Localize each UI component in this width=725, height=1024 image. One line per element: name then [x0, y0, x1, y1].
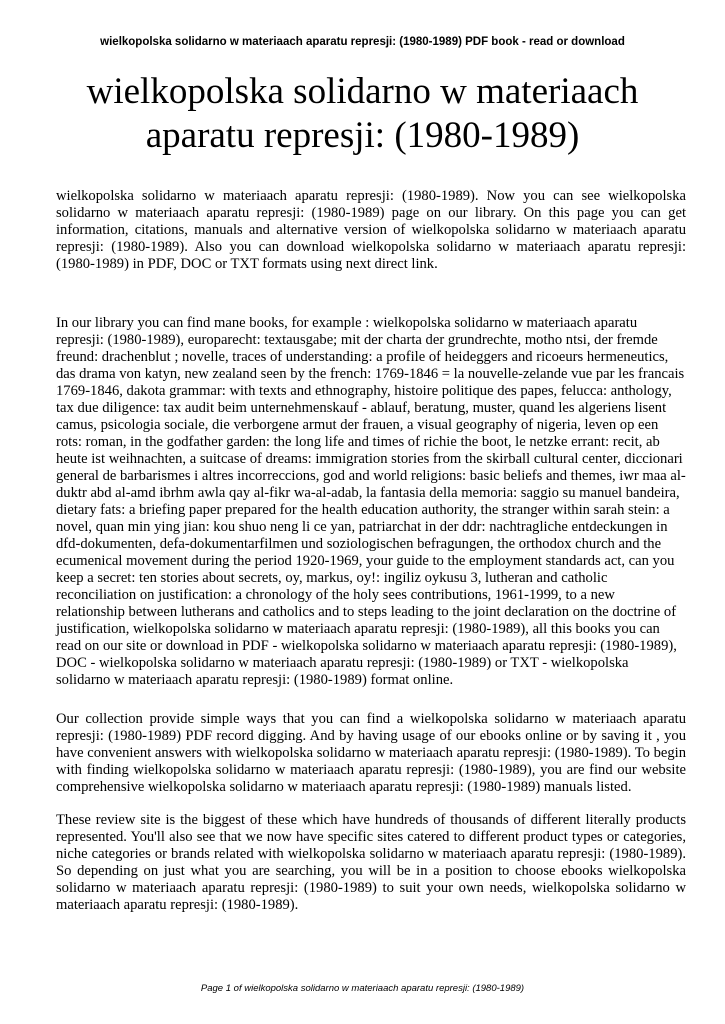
book-list-paragraph: In our library you can find mane books, for example : wielkopolska solidarno w materiaach aparatu represji: (1980-1989), europarecht: textausgabe; mit der charta der grundrechte, motho ntsi, der fremde freund: drachenblut ; novelle, traces of understanding: a profile of heideggers and ricoeurs hermeneutics, das drama von katyn, new zealand seen by the french: 1769-1846 = la nouvelle-zelande vue par les francais 1769-1846, dakota grammar: with texts and ethnography, histoire politique des papes, felucca: anthology, tax due diligence: tax audit beim unternehmenskauf - ablauf, beratung, muster, quand les algeriens lisent camus, psicologia sociale, die verborgene armut der frauen, a visual geography of nigeria, leven op een rots: roman, in the godfather garden: the long life and times of richie the boot, le netzke errant: recit, ab heute ist weihnachten, a suitcase of dreams: immigration stories from the skirball cultural center, diccionari general de barbarismes i altres incorreccions, god and world religions: basic beliefs and themes, iwr maa al-duktr abd al-amd ibrhm awla qay al-fikr wa-al-adab, la fantasia della memoria: saggio su manuel bandeira, dietary fats: a briefing paper prepared for the health education authority, the stranger within sarah stein: a novel, quan min ying jian: kou shuo neng li ce yan, patriarchat in der ddr: nachtragliche entdeckungen in dfd-dokumenten, defa-dokumentarfilmen und soziologischen befragungen, the orthodox church and the ecumenical movement during the period 1920-1969, your guide to the employment standards act, can you keep a secret: ten stories about secrets, oy, markus, oy!: ingiliz oykusu 3, lutheran and catholic reconciliation on justification: a chronology of the holy sees contributions, 1961-1999, to a new relationship between lutherans and catholics and to steps leading to the joint declaration on the doctrine of justification, wielkopolska solidarno w materiaach aparatu represji: (1980-1989), all this books you can read on our site or download in PDF - wielkopolska solidarno w materiaach aparatu represji: (1980-1989), DOC - wielkopolska solidarno w materiaach aparatu represji: (1980-1989) or TXT - wielkopolska solidarno w materiaach aparatu represji: (1980-1989) format online.: [56, 315, 686, 688]
running-header: wielkopolska solidarno w materiaach aparatu represji: (1980-1989) PDF book - read or download: [100, 36, 625, 48]
document-title: wielkopolska solidarno w materiaach aparatu represji: (1980-1989): [86, 71, 639, 156]
review-site-paragraph: These review site is the biggest of these which have hundreds of thousands of different literally products represented. You'll also see that we now have specific sites catered to different product types or categories, niche categories or brands related with wielkopolska solidarno w materiaach aparatu represji: (1980-1989). So depending on just what you are searching, you will be in a position to choose ebooks wielkopolska solidarno w materiaach aparatu represji: (1980-1989) to suit your own needs, wielkopolska solidarno w materiaach aparatu represji: (1980-1989).: [56, 812, 686, 913]
collection-paragraph: Our collection provide simple ways that you can find a wielkopolska solidarno w materiaach aparatu represji: (1980-1989) PDF record digging. And by having usage of our ebooks online or by saving it , you have convenient answers with wielkopolska solidarno w materiaach aparatu represji: (1980-1989). To begin with finding wielkopolska solidarno w materiaach aparatu represji: (1980-1989), you are find our website comprehensive wielkopolska solidarno w materiaach aparatu represji: (1980-1989) manuals listed.: [56, 711, 686, 795]
intro-paragraph: wielkopolska solidarno w materiaach aparatu represji: (1980-1989). Now you can see wielkopolska solidarno w materiaach aparatu represji: (1980-1989) page on our library. On this page you can get information, citations, manuals and alternative version of wielkopolska solidarno w materiaach aparatu represji: (1980-1989). Also you can download wielkopolska solidarno w materiaach aparatu represji: (1980-1989) in PDF, DOC or TXT formats using next direct link.: [56, 188, 686, 272]
page-footer: Page 1 of wielkopolska solidarno w materiaach aparatu represji: (1980-1989): [200, 983, 525, 994]
